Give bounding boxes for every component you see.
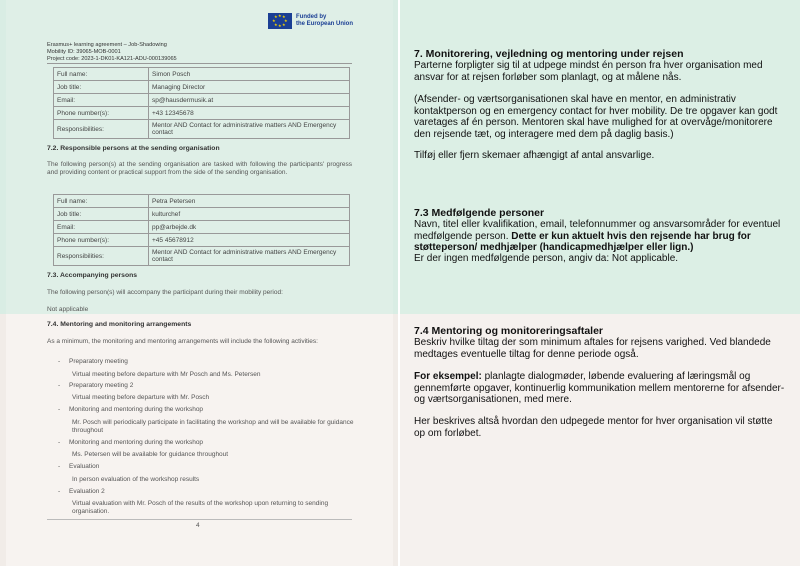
list-item-desc: Virtual meeting before departure with Mr. Posch xyxy=(72,394,210,401)
guidance-panel xyxy=(398,0,800,566)
meta-project-code: Project code: 2023-1-DK01-KA121-ADU-000139065 xyxy=(47,56,177,62)
section-7-3-text: The following person(s) will accompany the participant during their mobility period: xyxy=(47,289,283,296)
eu-logo-line2: the European Union xyxy=(296,21,353,27)
document-page xyxy=(0,0,398,566)
table-row xyxy=(54,107,350,120)
guidance-7-heading: 7. Monitorering, vejledning og mentoring under rejsen xyxy=(414,48,684,60)
table-key: Phone number(s): xyxy=(54,107,149,120)
table-key: Phone number(s): xyxy=(54,234,149,247)
table-row xyxy=(54,120,350,139)
table-value: pp@arbejde.dk xyxy=(149,221,350,234)
meta-mobility-id: Mobility ID: 39065-MOB-0001 xyxy=(47,49,121,55)
list-item: - Monitoring and mentoring during the workshop xyxy=(58,439,204,446)
guidance-7-text-b: (Afsender- og værtsorganisationen skal have en mentor, en administrativ kontaktperson og en emergency contact for hver mobility. De tre opgaver kan godt varetages af én person. Mentoren skal have mulighed for at overvåge/monitorere den rejsende tæt, og interagere med dem på daglig basis.) xyxy=(414,94,778,140)
panel-divider xyxy=(398,0,400,566)
section-7-4-text: As a minimum, the monitoring and mentoring arrangements will include the following activities: xyxy=(47,338,318,345)
table-value: Managing Director xyxy=(149,81,350,94)
table-key: Full name: xyxy=(54,68,149,81)
table-value: sp@hausdermusik.at xyxy=(149,94,350,107)
section-7-2-text: The following person(s) at the sending organisation are tasked with following the participants' progress and providing content or practical support from the side of the sending organisation. xyxy=(47,161,352,176)
footer-rule xyxy=(47,519,352,520)
list-item-title: Evaluation 2 xyxy=(69,488,105,495)
table-row xyxy=(54,94,350,107)
list-item-title: Monitoring and mentoring during the workshop xyxy=(69,439,204,446)
list-item-title: Preparatory meeting 2 xyxy=(69,382,134,389)
guidance-7-4-text-b: planlagte dialogmøder, løbende evaluering af læringsmål og gennemførte opgaver, kontinuerlig kommunikation mellem mentorerne for afsender- og værtsorganisationen, med mere. xyxy=(414,371,785,405)
guidance-7-4-bold: For eksempel: xyxy=(414,371,482,382)
list-item: - Preparatory meeting 2 xyxy=(58,382,134,389)
guidance-7-4-example xyxy=(414,371,786,406)
guidance-7-3-heading: 7.3 Medfølgende personer xyxy=(414,207,545,219)
guidance-7-3-text-a: Navn, titel eller kvalifikation, email, telefonnummer og ansvarsområder for eventuel medfølgende person. xyxy=(414,219,781,242)
guidance-7-text-c: Tilføj eller fjern skemaer afhængigt af antal ansvarlige. xyxy=(414,150,655,161)
eu-logo-text xyxy=(296,14,353,28)
table-value: kulturchef xyxy=(149,208,350,221)
sending-contact-table xyxy=(53,194,350,266)
header-rule xyxy=(47,63,352,64)
list-item-desc: In person evaluation of the workshop results xyxy=(72,476,200,483)
page-number: 4 xyxy=(196,522,200,529)
guidance-7-text-a: Parterne forpligter sig til at udpege mindst én person fra hver organisation med ansvar for at rejsen forløber som planlagt, og at målene nås. xyxy=(414,60,763,83)
document-meta xyxy=(47,42,177,63)
table-key: Job title: xyxy=(54,208,149,221)
table-row xyxy=(54,195,350,208)
table-value: +45 45678912 xyxy=(149,234,350,247)
table-value: Simon Posch xyxy=(149,68,350,81)
guidance-7-4-heading: 7.4 Mentoring og monitoreringsaftaler xyxy=(414,325,604,337)
guidance-7-3-bold: Dette er kun aktuelt hvis den rejsende har brug for støtteperson/ medhjælper (handicapmedhjælper eller lign.) xyxy=(414,230,751,253)
table-row xyxy=(54,208,350,221)
list-item: - Evaluation xyxy=(58,463,100,470)
table-key: Responsibilities: xyxy=(54,120,149,139)
table-key: Email: xyxy=(54,94,149,107)
host-contact-table xyxy=(53,67,350,139)
table-row xyxy=(54,221,350,234)
section-7-3-heading: 7.3. Accompanying persons xyxy=(47,272,138,279)
table-key: Responsibilities: xyxy=(54,247,149,266)
section-7-3-value: Not applicable xyxy=(47,306,89,313)
eu-logo xyxy=(268,13,353,29)
list-item-desc: Mr. Posch will periodically participate in facilitating the workshop and will be available for guidance throughout xyxy=(72,419,354,434)
list-item: - Preparatory meeting xyxy=(58,358,128,365)
table-row xyxy=(54,247,350,266)
list-item-title: Evaluation xyxy=(69,463,100,470)
table-key: Email: xyxy=(54,221,149,234)
list-item-desc: Virtual evaluation with Mr. Posch of the results of the workshop upon returning to sending organisation. xyxy=(72,500,329,515)
guidance-7-3-text xyxy=(414,219,786,254)
eu-logo-line1: Funded by xyxy=(296,14,327,20)
table-row xyxy=(54,234,350,247)
section-7-4-heading: 7.4. Mentoring and monitoring arrangements xyxy=(47,321,192,328)
guidance-7-3-text-b: Er der ingen medfølgende person, angiv da: Not applicable. xyxy=(414,253,679,264)
guidance-7-4-text-a: Beskriv hvilke tiltag der som minimum aftales for rejsens varighed. Ved blandede medtages eventuelle tiltag for denne periode også. xyxy=(414,337,771,360)
table-key: Full name: xyxy=(54,195,149,208)
table-value: +43 12345678 xyxy=(149,107,350,120)
list-item-title: Monitoring and mentoring during the workshop xyxy=(69,406,204,413)
list-item: - Monitoring and mentoring during the workshop xyxy=(58,406,204,413)
table-value: Mentor AND Contact for administrative matters AND Emergency contact xyxy=(149,247,350,266)
table-row xyxy=(54,81,350,94)
list-item-desc: Ms. Petersen will be available for guidance throughout xyxy=(72,451,229,458)
table-row xyxy=(54,68,350,81)
guidance-7-4-text-c: Her beskrives altså hvordan den udpegede mentor for hver organisation vil støtte op om forløbet. xyxy=(414,416,773,439)
list-item-title: Preparatory meeting xyxy=(69,358,128,365)
table-value: Mentor AND Contact for administrative matters AND Emergency contact xyxy=(149,120,350,139)
eu-flag-icon: ★ ★ ★ ★ ★ ★ ★ ★ xyxy=(268,13,292,29)
section-7-2-heading: 7.2. Responsible persons at the sending organisation xyxy=(47,145,220,152)
table-key: Job title: xyxy=(54,81,149,94)
list-item-desc: Virtual meeting before departure with Mr Posch and Ms. Petersen xyxy=(72,371,261,378)
list-item: - Evaluation 2 xyxy=(58,488,105,495)
table-value: Petra Petersen xyxy=(149,195,350,208)
meta-title: Erasmus+ learning agreement – Job-Shadowing xyxy=(47,42,167,48)
